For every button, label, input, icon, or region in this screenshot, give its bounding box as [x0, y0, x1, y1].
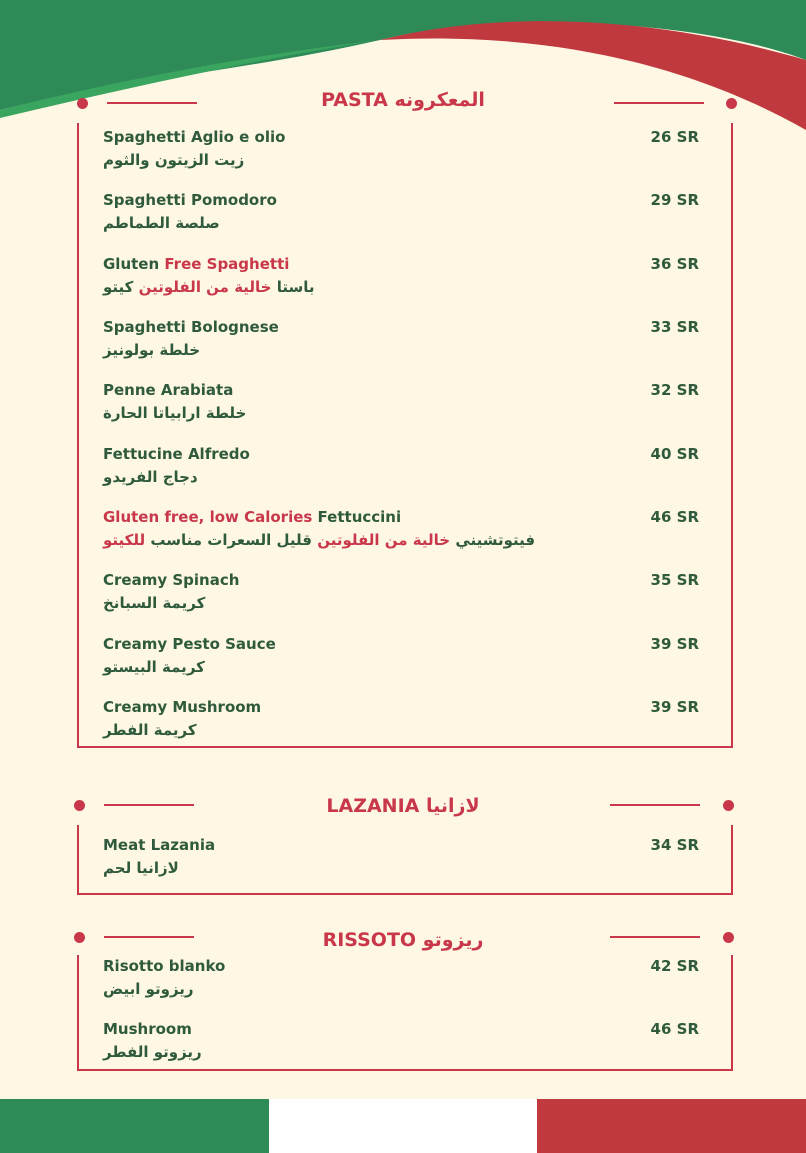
item-name-ar: ريزوتو الفطر	[103, 1043, 202, 1061]
item-name-ar: خلطة بولونيز	[103, 341, 201, 359]
menu-item	[103, 956, 699, 1008]
item-price: 35 SR	[650, 571, 699, 589]
menu-item	[103, 317, 699, 369]
menu-item	[103, 444, 699, 496]
item-name-en: Spaghetti Pomodoro	[103, 191, 277, 209]
item-name-highlight: Gluten free, low Calories	[103, 508, 313, 526]
item-name-part: قليل السعرات مناسب	[145, 531, 312, 549]
item-name-en: Penne Arabiata	[103, 381, 234, 399]
item-name-en: Creamy Mushroom	[103, 698, 262, 716]
item-name-highlight: للكيتو	[103, 531, 146, 549]
item-price: 34 SR	[650, 836, 699, 854]
item-name-highlight: خالية من الفلوتين	[138, 278, 272, 296]
flag-bar-decoration	[0, 1099, 806, 1153]
item-name-ar: ريزوتو ابيض	[103, 980, 194, 998]
menu-item	[103, 1019, 699, 1071]
item-name-en: Meat Lazania	[103, 836, 216, 854]
header-dot-right	[723, 800, 734, 811]
item-name-highlight: Free Spaghetti	[164, 255, 290, 273]
item-name-ar: كريمة السبانخ	[103, 594, 206, 612]
item-name-en: Mushroom	[103, 1020, 192, 1038]
menu-item	[103, 254, 699, 306]
item-name-part: باستا	[271, 278, 315, 296]
item-price: 32 SR	[650, 381, 699, 399]
item-price: 46 SR	[650, 1020, 699, 1038]
item-name-en: Spaghetti Bolognese	[103, 318, 279, 336]
item-name-ar: دجاج الفريدو	[103, 468, 198, 486]
item-price: 29 SR	[650, 191, 699, 209]
item-name-part: كيتو	[103, 278, 139, 296]
item-name-ar: زيت الزيتون والثوم	[103, 151, 245, 169]
item-name-ar: صلصة الطماطم	[103, 214, 220, 232]
item-name-ar	[103, 529, 535, 551]
header-line-right	[610, 804, 700, 806]
item-name-en: Risotto blanko	[103, 957, 226, 975]
item-price: 26 SR	[650, 128, 699, 146]
item-price: 39 SR	[650, 698, 699, 716]
lazania-title: LAZANIA لازانيا	[326, 795, 480, 817]
item-name-en	[103, 254, 289, 274]
menu-item	[103, 570, 699, 622]
item-name-en: Creamy Pesto Sauce	[103, 635, 276, 653]
rissoto-title: RISSOTO ريزوتو	[322, 929, 484, 951]
item-price: 46 SR	[650, 508, 699, 526]
item-price: 39 SR	[650, 635, 699, 653]
item-name-part: Gluten	[103, 255, 165, 273]
menu-item	[103, 507, 699, 559]
item-name-part: Fettuccini	[312, 508, 402, 526]
rissoto-header	[0, 928, 806, 958]
item-price: 33 SR	[650, 318, 699, 336]
menu-item	[103, 190, 699, 242]
header-dot-right	[723, 932, 734, 943]
item-name-en	[103, 507, 401, 527]
item-price: 42 SR	[650, 957, 699, 975]
flag-stripe-white	[269, 1099, 538, 1153]
item-name-part: فيتوتشيني	[450, 531, 536, 549]
header-line-right	[610, 936, 700, 938]
header-dot-right	[726, 98, 737, 109]
pasta-header	[0, 88, 806, 118]
item-name-highlight: خالية من الفلوتين	[312, 531, 451, 549]
item-name-ar	[103, 276, 315, 298]
item-name-ar: خلطة ارابياتا الحارة	[103, 404, 247, 422]
header-line-right	[614, 102, 704, 104]
item-name-ar: كريمة الفطر	[103, 721, 197, 739]
flag-stripe-green	[0, 1099, 269, 1153]
item-name-en: Fettucine Alfredo	[103, 445, 250, 463]
flag-stripe-red	[537, 1099, 806, 1153]
menu-item	[103, 835, 699, 887]
lazania-header	[0, 794, 806, 824]
menu-item	[103, 380, 699, 432]
menu-item	[103, 634, 699, 686]
item-name-en: Creamy Spinach	[103, 571, 240, 589]
item-price: 40 SR	[650, 445, 699, 463]
item-name-en: Spaghetti Aglio e olio	[103, 128, 286, 146]
item-name-ar: لازانيا لحم	[103, 859, 179, 877]
menu-item	[103, 127, 699, 179]
pasta-title: PASTA المعكرونه	[321, 89, 485, 111]
menu-item	[103, 697, 699, 749]
item-name-ar: كريمة البيستو	[103, 658, 205, 676]
item-price: 36 SR	[650, 255, 699, 273]
